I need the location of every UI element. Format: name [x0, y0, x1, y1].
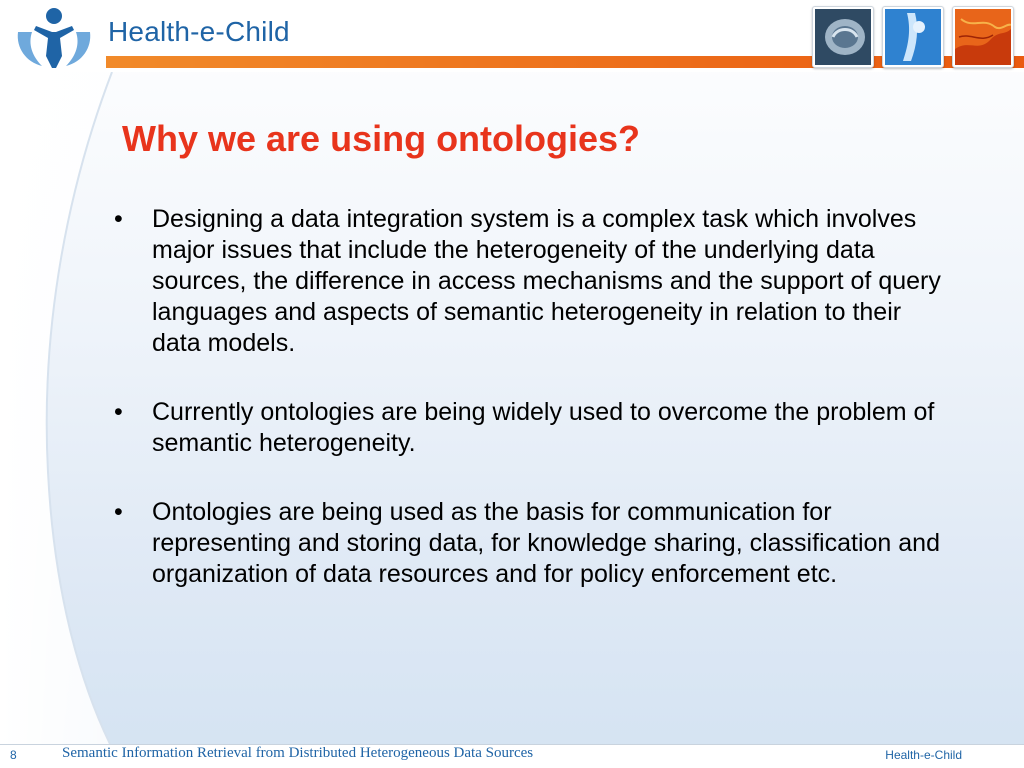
header-thumbnails — [812, 6, 1014, 68]
bullet-list — [112, 204, 952, 628]
slide-title: Why we are using ontologies? — [122, 118, 641, 159]
bullet-marker: • — [114, 398, 123, 426]
bullet-marker: • — [114, 498, 123, 526]
bullet-item — [112, 397, 952, 459]
heart-tissue-image — [952, 6, 1014, 68]
slide-footer — [0, 745, 1024, 768]
bullet-marker: • — [114, 205, 123, 233]
slide-header — [0, 0, 1024, 72]
page-number: 8 — [10, 748, 17, 762]
bullet-item — [112, 497, 952, 590]
footer-title: Semantic Information Retrieval from Distributed Heterogeneous Data Sources — [62, 745, 534, 761]
brand-name: Health-e-Child — [108, 16, 290, 47]
bullet-text: Currently ontologies are being widely used to overcome the problem of semantic heterogeneity. — [152, 398, 935, 457]
health-e-child-logo-icon — [12, 4, 96, 72]
footer-brand: Health-e-Child — [885, 748, 962, 762]
brain-mri-image — [812, 6, 874, 68]
bullet-item — [112, 204, 952, 359]
bullet-text: Designing a data integration system is a complex task which involves major issues that include the heterogeneity of the underlying data sources, the difference in access mechanisms and the support of query languages and aspects of semantic heterogeneity in relation to their data models. — [152, 205, 941, 357]
bullet-text: Ontologies are being used as the basis for communication for representing and storing data, for knowledge sharing, classification and organization of data resources and for policy enforcement etc. — [152, 498, 940, 588]
skeleton-xray-image — [882, 6, 944, 68]
